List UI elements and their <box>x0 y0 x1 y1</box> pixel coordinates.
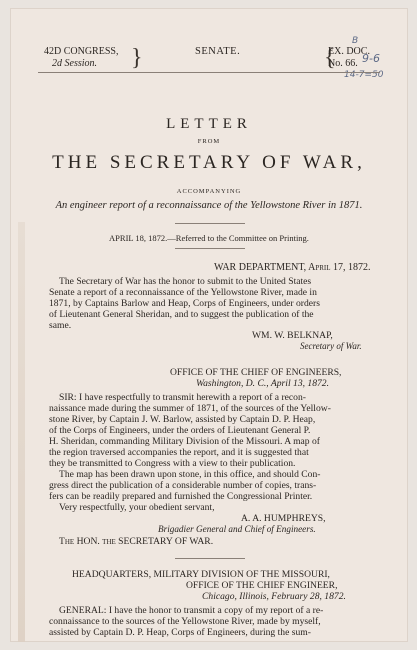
engineer-addressee: The HON. the SECRETARY OF WAR. <box>59 536 214 547</box>
engineer-letter-line: naissance made during the summer of 1871, of the sources of the Yellow- <box>49 403 331 414</box>
engineer-letter-line: the region traversed accompanies the report, and it is suggested that <box>49 447 309 458</box>
title-accompanying: ACCOMPANYING <box>176 188 242 195</box>
engineer-letter-line: H. Sheridan, commanding Military Division of the Missouri. A map of <box>49 436 320 447</box>
war-letter-line: 1871, by Captains Barlow and Heap, Corps of Engineers, under orders <box>49 298 320 309</box>
engineer-letter-line: of the Corps of Engineers, under the orders of Lieutenant General P. <box>49 425 311 436</box>
engineer-letter-line: fers can be readily prepared and furnished the Congressional Printer. <box>49 491 313 502</box>
referral-divider <box>175 248 245 249</box>
congress-label: 42D CONGRESS, <box>44 46 119 57</box>
document-page <box>10 8 408 642</box>
war-letter-line: The Secretary of War has the honor to submit to the United States <box>59 276 312 287</box>
division-letter-line: assisted by Captain D. P. Heap, Corps of Engineers, during the sum- <box>49 627 311 638</box>
engineer-letter-line: gress direct the publication of a considerable number of copies, trans- <box>49 480 317 491</box>
pencil-note-3: 14-7=50 <box>344 70 384 80</box>
left-brace: } <box>131 45 143 71</box>
title-subtitle: An engineer report of a reconnaissance of the Yellowstone River in 1871. <box>55 200 363 211</box>
pencil-note-1: B <box>352 36 359 46</box>
division-office-heading: OFFICE OF THE CHIEF ENGINEER, <box>186 580 338 591</box>
war-dept-dateline: WAR DEPARTMENT, April 17, 1872. <box>214 262 371 273</box>
section-divider <box>175 558 245 559</box>
belknap-signature: WM. W. BELKNAP, <box>252 330 333 341</box>
title-letter: LETTER <box>166 116 252 132</box>
congress-session-block <box>44 46 118 70</box>
division-dateline: Chicago, Illinois, February 28, 1872. <box>202 591 346 602</box>
war-letter-line: of Lieutenant General Sheridan, and to suggest the publication of the <box>49 309 314 320</box>
engineer-letter-line: Very respectfully, your obedient servant, <box>59 502 215 513</box>
title-from: FROM <box>197 138 221 145</box>
doc-type-label: EX. DOC. <box>328 46 370 57</box>
title-secretary-of-war: THE SECRETARY OF WAR, <box>52 152 366 173</box>
right-brace: { <box>324 45 336 71</box>
engineers-office-heading: OFFICE OF THE CHIEF OF ENGINEERS, <box>170 367 342 378</box>
humphreys-signature: A. A. HUMPHREYS, <box>241 513 326 524</box>
title-divider <box>175 223 245 224</box>
session-label: 2d Session. <box>52 58 97 69</box>
humphreys-title: Brigadier General and Chief of Engineers. <box>158 524 316 534</box>
division-letter-line: GENERAL: I have the honor to transmit a copy of my report of a re- <box>59 605 324 616</box>
belknap-title: Secretary of War. <box>300 341 362 351</box>
engineer-letter-line: they be transmitted to Congress with a view to their publication. <box>49 458 296 469</box>
doc-number-label: No. 66. <box>328 58 358 69</box>
paper-stain <box>18 222 25 642</box>
division-headquarters-heading: HEADQUARTERS, MILITARY DIVISION OF THE MISSOURI, <box>72 569 330 580</box>
division-letter-line: connaissance to the sources of the Yellowstone River, made by myself, <box>49 616 321 627</box>
engineer-letter-line: The map has been drawn upon stone, in this office, and should Con- <box>59 469 321 480</box>
engineer-letter-line: SIR: I have respectfully to transmit herewith a report of a recon- <box>59 392 306 403</box>
engineers-dateline: Washington, D. C., April 13, 1872. <box>196 378 329 389</box>
pencil-note-2: 9-6 <box>362 52 380 65</box>
header-rule <box>38 72 380 73</box>
chamber-label: SENATE. <box>195 46 241 57</box>
war-letter-line: Senate a report of a reconnaissance of the Yellowstone River, made in <box>49 287 317 298</box>
engineer-letter-line: stone River, by Captain J. W. Barlow, assisted by Captain D. P. Heap, <box>49 414 316 425</box>
referral-note: APRIL 18, 1872.—Referred to the Committee on Printing. <box>109 233 309 243</box>
war-letter-line: same. <box>49 320 72 331</box>
